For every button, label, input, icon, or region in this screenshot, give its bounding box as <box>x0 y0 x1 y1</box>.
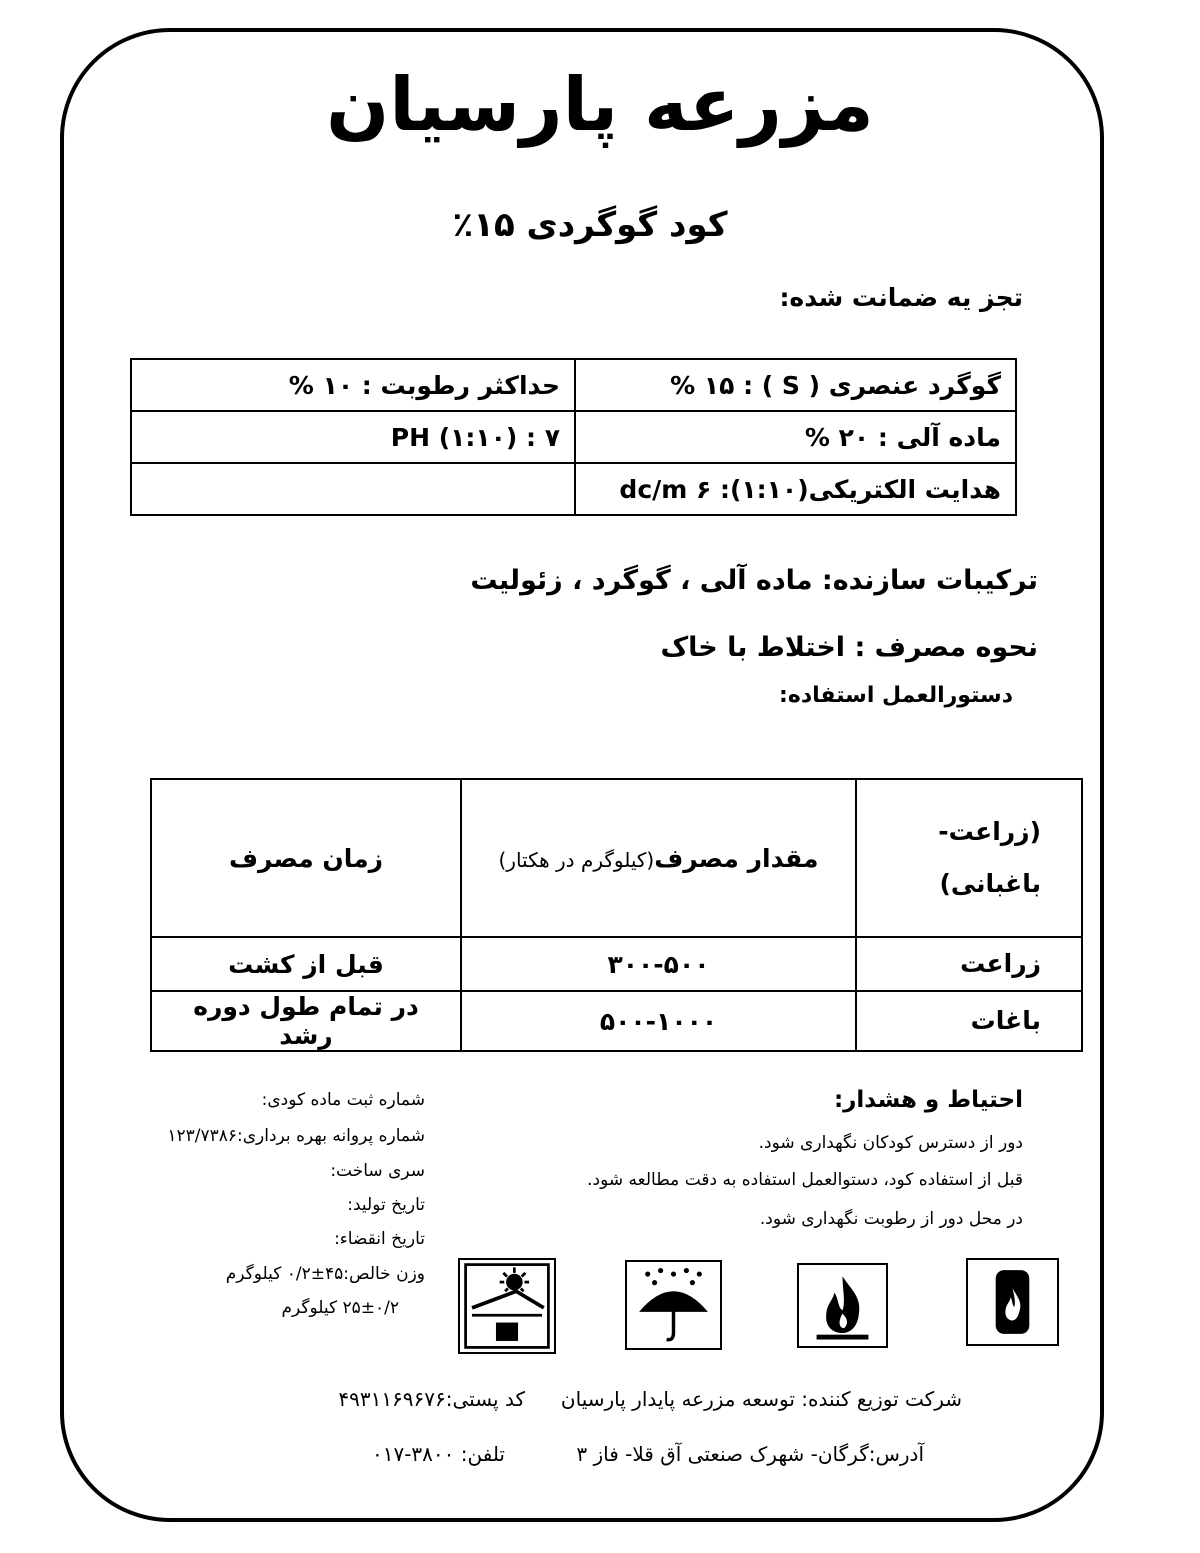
cell-type: زراعت <box>856 937 1082 991</box>
header-type-line1: (زراعت- <box>938 817 1041 846</box>
header-amount-unit: (کیلوگرم در هکتار) <box>498 847 655 872</box>
info-line: ۲۵±۰/۲ کیلوگرم <box>281 1298 399 1318</box>
table-header-row <box>151 779 1082 937</box>
cell-amount: ۵۰۰-۱۰۰۰ <box>461 991 856 1051</box>
table-row <box>131 411 1016 463</box>
header-time: زمان مصرف <box>151 779 461 937</box>
fire-container-icon <box>966 1258 1059 1346</box>
dosage-table <box>150 778 1083 1052</box>
analysis-cell: هدایت الکتریکی(۱:۱۰): dc/m ۶ <box>575 463 1016 515</box>
distributor: شرکت توزیع کننده: توسعه مزرعه پایدار پارسیان <box>560 1387 962 1411</box>
cell-type: باغات <box>856 991 1082 1051</box>
info-line: تاریخ تولید: <box>347 1195 425 1215</box>
warning-line: قبل از استفاده کود، دستوالعمل استفاده به دقت مطالعه شود. <box>587 1170 1023 1190</box>
postal-code: کد پستی:۴۹۳۱۱۶۹۶۷۶ <box>338 1387 525 1411</box>
table-row <box>131 359 1016 411</box>
warnings-title: احتیاط و هشدار: <box>833 1087 1023 1113</box>
address: آدرس:گرگان- شهرک صنعتی آق قلا- فاز ۳ <box>576 1442 924 1466</box>
warning-line: در محل دور از رطوبت نگهداری شود. <box>759 1209 1023 1229</box>
instructions-heading: دستورالعمل استفاده: <box>779 683 1013 708</box>
analysis-cell: حداکثر رطوبت : ۱۰ % <box>131 359 575 411</box>
brand-title: مزرعه پارسیان <box>326 62 874 148</box>
analysis-table <box>130 358 1017 516</box>
cell-time: قبل از کشت <box>151 937 461 991</box>
table-row <box>131 463 1016 515</box>
table-row <box>151 937 1082 991</box>
keep-dry-umbrella-icon <box>625 1260 722 1350</box>
warning-line: دور از دسترس کودکان نگهداری شود. <box>758 1133 1023 1153</box>
table-row <box>151 991 1082 1051</box>
info-line: شماره ثبت ماده کودی: <box>261 1090 425 1110</box>
cell-time: در تمام طول دوره رشد <box>151 991 461 1051</box>
info-line: تاریخ انقضاء: <box>334 1229 425 1249</box>
keep-away-from-sunlight-icon <box>458 1258 556 1354</box>
header-amount-label: مقدار مصرف <box>654 843 819 873</box>
usage-method-line: نحوه مصرف : اختلاط با خاک <box>660 632 1038 663</box>
analysis-cell <box>131 463 575 515</box>
analysis-cell: گوگرد عنصری ( S ) : ۱۵ % <box>575 359 1016 411</box>
analysis-cell: ماده آلی : ۲۰ % <box>575 411 1016 463</box>
header-type <box>856 779 1082 937</box>
analysis-cell: PH (۱:۱۰) : ۷ <box>131 411 575 463</box>
header-amount <box>461 779 856 937</box>
label-border <box>60 28 1104 1522</box>
flammable-fire-icon <box>797 1263 888 1348</box>
cell-amount: ۳۰۰-۵۰۰ <box>461 937 856 991</box>
info-line: وزن خالص:۴۵±۰/۲ کیلوگرم <box>225 1264 425 1284</box>
phone: تلفن: ۳۸۰۰-۰۱۷ <box>371 1442 505 1466</box>
info-line: سری ساخت: <box>330 1161 425 1181</box>
product-name: کود گوگردی ۱۵٪ <box>452 205 728 245</box>
info-line: شماره پروانه بهره برداری:۱۲۳/۷۳۸۶ <box>167 1126 425 1146</box>
analysis-heading: تجز یه ضمانت شده: <box>779 283 1023 312</box>
header-type-line2: باغبانی) <box>939 869 1041 898</box>
components-line: ترکیبات سازنده: ماده آلی ، گوگرد ، زئولیت <box>470 565 1038 596</box>
